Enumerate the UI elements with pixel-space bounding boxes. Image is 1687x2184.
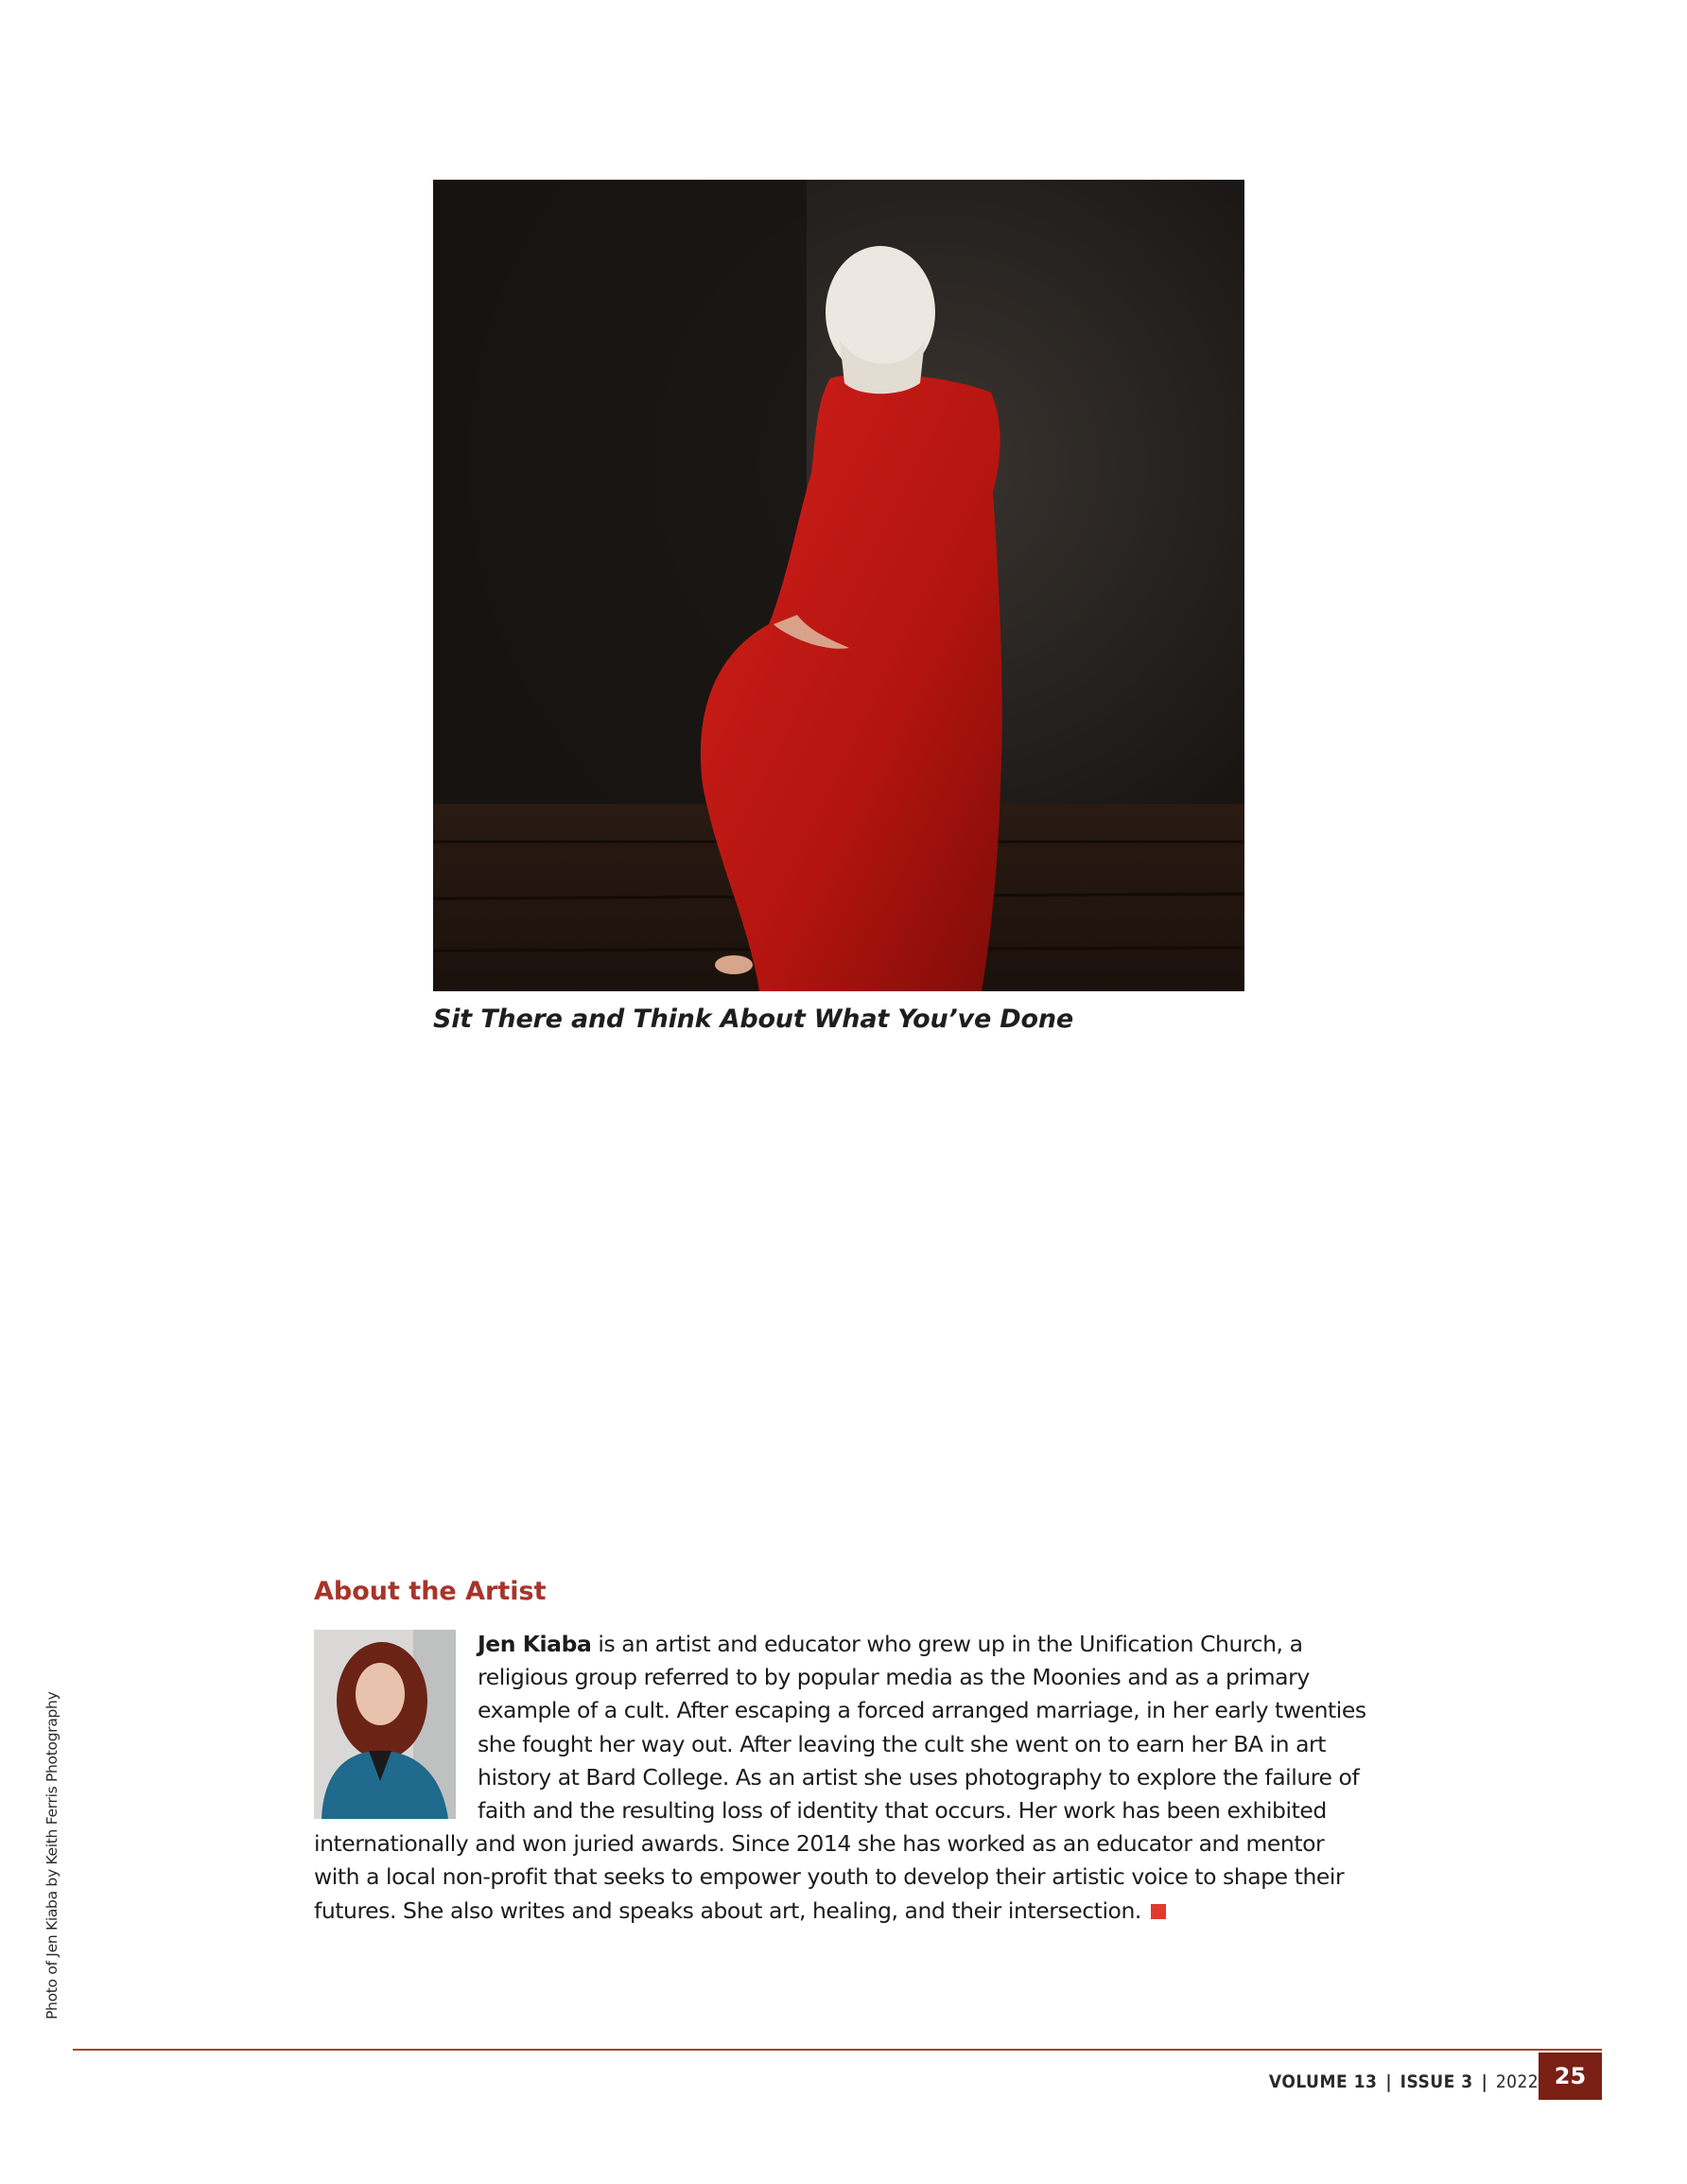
footer-rule bbox=[73, 2049, 1602, 2051]
footer-divider: | bbox=[1385, 2071, 1392, 2092]
page-number: 25 bbox=[1539, 2053, 1602, 2100]
photo-credit: Photo of Jen Kiaba by Keith Ferris Photography bbox=[43, 1691, 61, 2019]
footer-issue-info bbox=[1269, 2062, 1539, 2102]
end-mark-square bbox=[1151, 1904, 1166, 1919]
about-heading: About the Artist bbox=[314, 1577, 547, 1606]
artwork-photo bbox=[433, 180, 1244, 991]
bio-text: is an artist and educator who grew up in the Unification Church, a religious group referred to by popular media as the Moonies and as a primary example of a cult. After escaping a forced arranged marriage, in her early twenties she fought her way out. After leaving the cult she went on to earn her BA in art history at Bard College. As an artist she uses photography to explore the failure of faith and the resulting loss of identity that occurs. Her work has been exhibited internationally and won juried awards. Since 2014 she has worked as an educator and mentor with a local non-profit that seeks to empower youth to develop their artistic voice to shape their futures. She also writes and speaks about art, healing, and their intersection. bbox=[314, 1631, 1366, 1924]
footer-volume: VOLUME 13 bbox=[1268, 2071, 1378, 2092]
artwork-image bbox=[433, 180, 1244, 991]
footer-issue: ISSUE 3 bbox=[1400, 2071, 1473, 2092]
artist-name: Jen Kiaba bbox=[478, 1631, 592, 1657]
artist-bio bbox=[314, 1628, 1373, 1928]
portrait-spacer bbox=[314, 1628, 478, 1826]
footer-divider: | bbox=[1481, 2071, 1487, 2092]
footer-year: 2022 bbox=[1495, 2071, 1539, 2092]
artwork-caption: Sit There and Think About What You’ve Done bbox=[433, 1005, 1073, 1034]
